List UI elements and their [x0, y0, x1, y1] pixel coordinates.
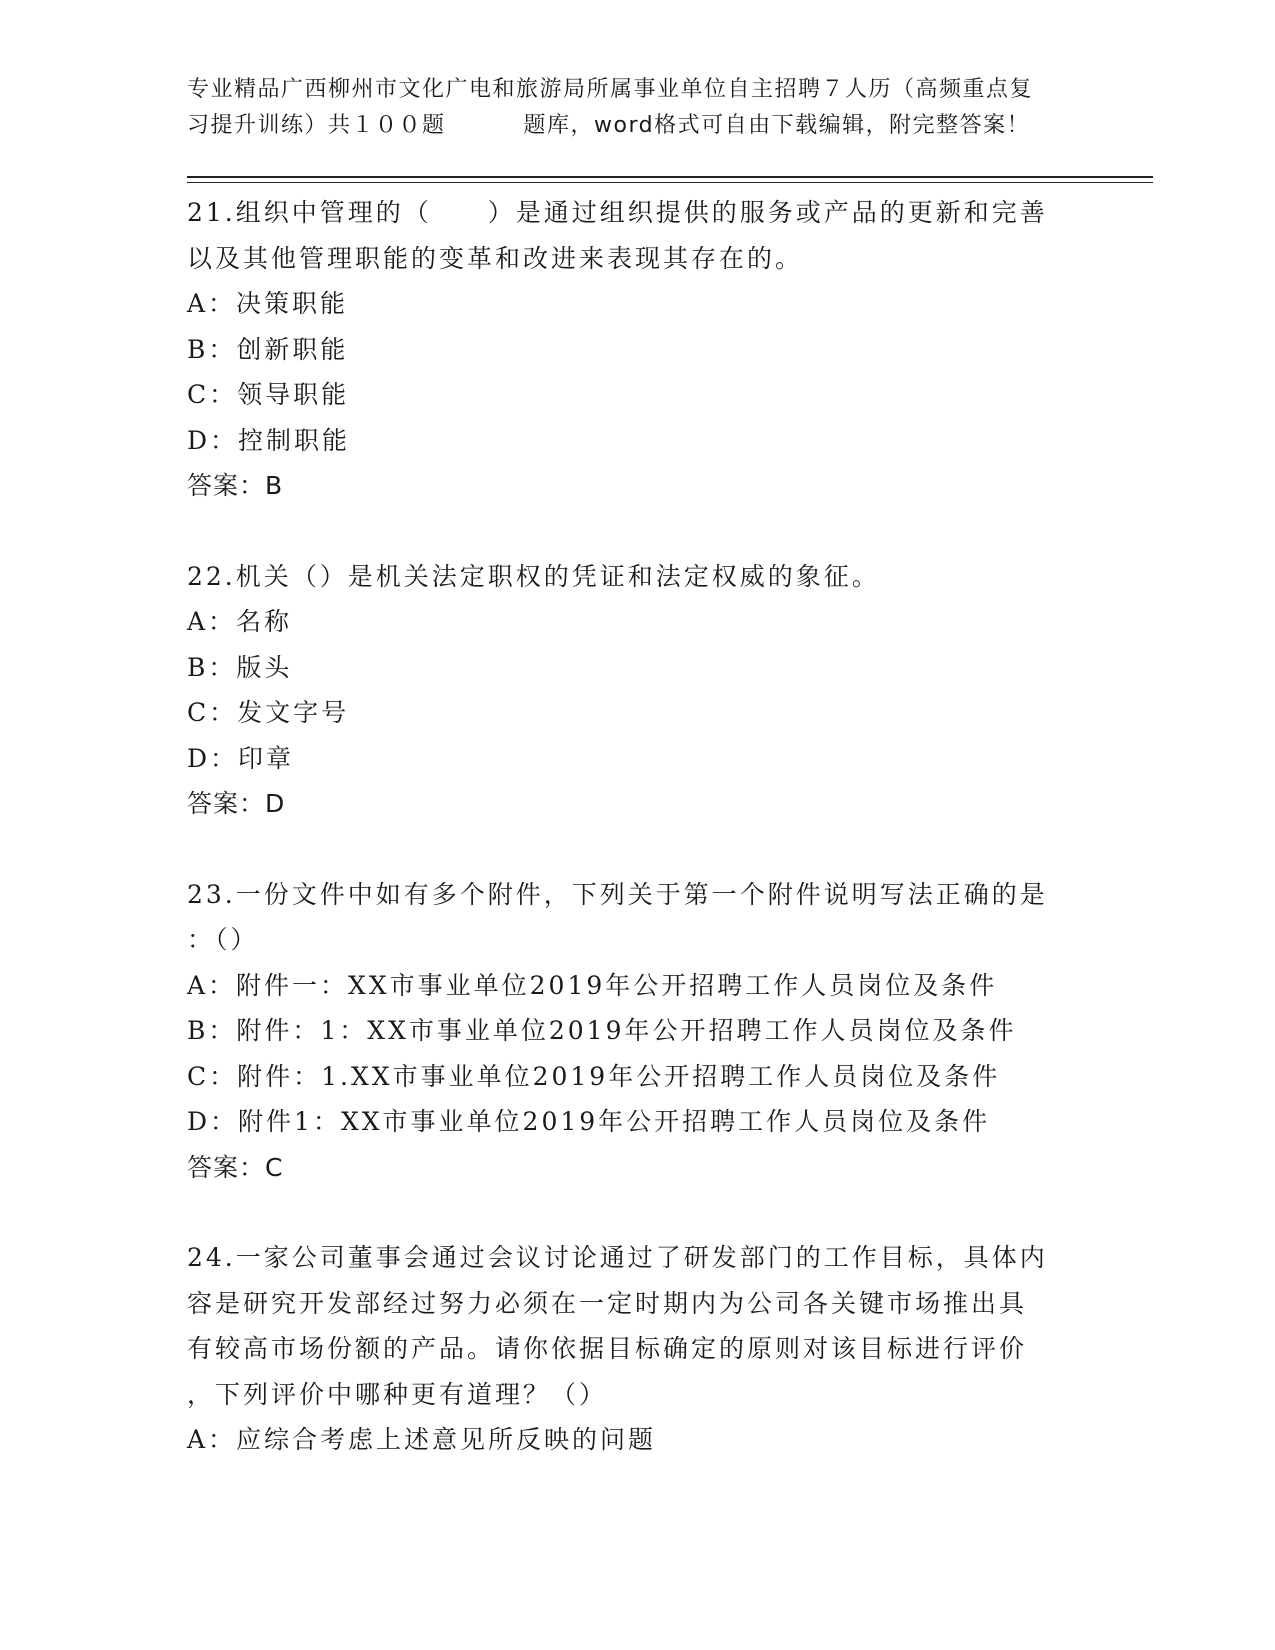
option-a: A：应综合考虑上述意见所反映的问题	[187, 1425, 657, 1454]
question-stem-line: 21.组织中管理的（ ）是通过组织提供的服务或产品的更新和完善	[187, 198, 1048, 227]
option-b: B：附件：1：XX市事业单位2019年公开招聘工作人员岗位及条件	[187, 1016, 1017, 1045]
question-stem-line: 有较高市场份额的产品。请你依据目标确定的原则对该目标进行评价	[187, 1334, 1028, 1363]
header-line-2-part-a: 习提升训练）共１００题	[187, 113, 446, 138]
question-list	[187, 190, 1087, 1463]
answer: 答案：B	[187, 471, 284, 500]
option-d: D：控制职能	[187, 425, 351, 455]
question-stem-line: ，下列评价中哪种更有道理？（）	[187, 1379, 608, 1409]
option-c: C：领导职能	[187, 380, 350, 409]
option-c: C：发文字号	[187, 698, 350, 727]
question-22	[187, 554, 1087, 827]
option-a: A：决策职能	[187, 289, 349, 318]
option-d: D：附件1：XX市事业单位2019年公开招聘工作人员岗位及条件	[187, 1107, 991, 1136]
option-b: B：创新职能	[187, 334, 349, 364]
question-stem-line: 22.机关（）是机关法定职权的凭证和法定权威的象征。	[187, 561, 880, 591]
question-stem-line: 23.一份文件中如有多个附件，下列关于第一个附件说明写法正确的是	[187, 879, 1048, 909]
header-rule-thin	[187, 182, 1153, 183]
option-a: A：名称	[187, 607, 293, 636]
question-stem-line: 容是研究开发部经过努力必须在一定时期内为公司各关键市场推出具	[187, 1288, 1028, 1318]
header-line-1: 专业精品广西柳州市文化广电和旅游局所属事业单位自主招聘７人历（高频重点复	[187, 77, 1034, 102]
question-stem-line: ：（）	[187, 925, 259, 954]
header-line-2-part-b: 题库，word格式可自由下载编辑，附完整答案！	[523, 113, 1031, 138]
question-stem-line: 以及其他管理职能的变革和改进来表现其存在的。	[187, 243, 804, 273]
option-d: D：印章	[187, 743, 295, 773]
question-21	[187, 190, 1087, 509]
question-stem-line: 24.一家公司董事会通过会议讨论通过了研发部门的工作目标，具体内	[187, 1243, 1048, 1272]
header-line-2	[187, 108, 1087, 144]
answer: 答案：D	[187, 789, 286, 818]
option-b: B：版头	[187, 652, 293, 682]
document-header	[187, 72, 1087, 144]
question-24	[187, 1235, 1087, 1463]
header-rule-thick	[187, 176, 1153, 178]
question-23	[187, 872, 1087, 1191]
option-a: A：附件一：XX市事业单位2019年公开招聘工作人员岗位及条件	[187, 970, 998, 1000]
option-c: C：附件：1.XX市事业单位2019年公开招聘工作人员岗位及条件	[187, 1061, 1001, 1091]
answer: 答案：C	[187, 1152, 284, 1182]
